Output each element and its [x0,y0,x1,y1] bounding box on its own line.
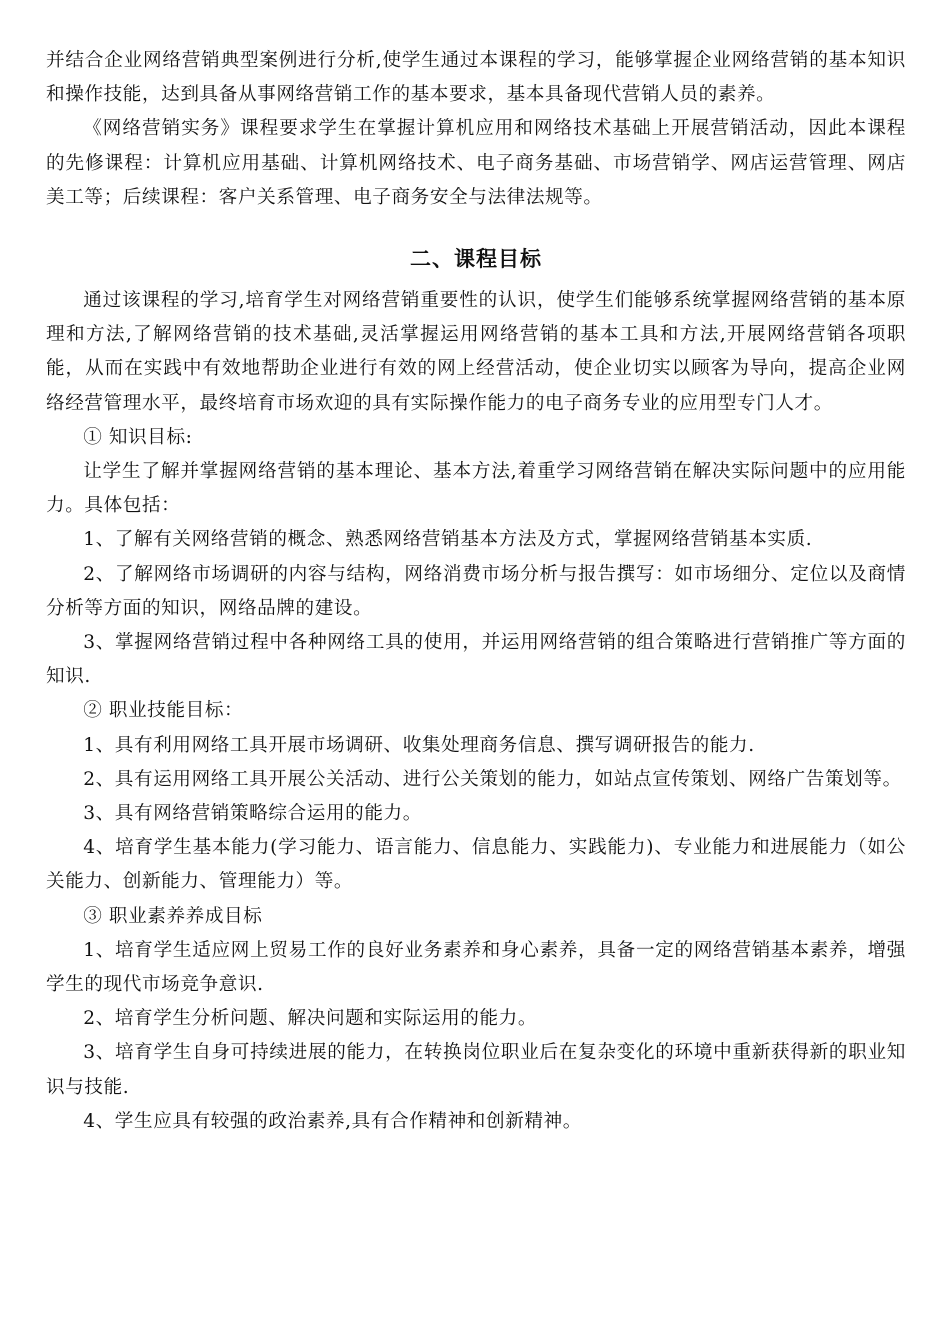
quality-objectives-heading: ③ 职业素养养成目标 [83,905,263,927]
knowledge-objectives-heading: ① 知识目标: [83,426,193,448]
skills-objectives-heading: ② 职业技能目标： [83,700,244,722]
objectives-overview: 通过该课程的学习,培育学生对网络营销重要性的认识，使学生们能够系统掌握网络营销的基本原理和方法,了解网络营销的技术基础,灵活掌握运用网络营销的基本工具和方法,开展网络营销各项职能，从而在实践中有效地帮助企业进行有效的网上经营活动，使企业切实以顾客为导向，提高企业网络经营管理水平，最终培育市场欢迎的具有实际操作能力的电子商务专业的应用型专门人才。 [46,290,906,414]
skills-item-2: 2、具有运用网络工具开展公关活动、进行公关策划的能力，如站点宣传策划、网络广告策划等。 [83,768,902,790]
skills-item-4: 4、培育学生基本能力(学习能力、语言能力、信息能力、实践能力)、专业能力和进展能力（如公关能力、创新能力、管理能力）等。 [46,837,906,893]
intro-paragraph-1: 并结合企业网络营销典型案例进行分析,使学生通过本课程的学习，能够掌握企业网络营销的基本知识和操作技能，达到具备从事网络营销工作的基本要求，基本具备现代营销人员的素养。 [46,50,906,106]
section-heading-course-objectives: 二、课程目标 [410,247,542,272]
knowledge-objectives-intro: 让学生了解并掌握网络营销的基本理论、基本方法,着重学习网络营销在解决实际问题中的应用能力。具体包括： [46,461,906,517]
intro-paragraph-2: 《网络营销实务》课程要求学生在掌握计算机应用和网络技术基础上开展营销活动，因此本课程的先修课程：计算机应用基础、计算机网络技术、电子商务基础、市场营销学、网店运营管理、网店美工等；后续课程：客户关系管理、电子商务安全与法律法规等。 [46,118,906,208]
knowledge-item-2: 2、了解网络市场调研的内容与结构，网络消费市场分析与报告撰写：如市场细分、定位以及商情分析等方面的知识，网络品牌的建设。 [46,563,906,619]
skills-item-3: 3、具有网络营销策略综合运用的能力。 [83,803,422,825]
skills-item-1: 1、具有利用网络工具开展市场调研、收集处理商务信息、撰写调研报告的能力. [83,734,755,756]
quality-item-3: 3、培育学生自身可持续进展的能力，在转换岗位职业后在复杂变化的环境中重新获得新的职业知识与技能. [46,1042,906,1098]
document-page [46,44,906,1139]
knowledge-item-1: 1、了解有关网络营销的概念、熟悉网络营销基本方法及方式，掌握网络营销基本实质. [83,529,813,551]
quality-item-2: 2、培育学生分析问题、解决问题和实际运用的能力。 [83,1008,538,1030]
quality-item-1: 1、培育学生适应网上贸易工作的良好业务素养和身心素养，具备一定的网络营销基本素养，增强学生的现代市场竞争意识. [46,939,906,996]
knowledge-item-3: 3、掌握网络营销过程中各种网络工具的使用，并运用网络营销的组合策略进行营销推广等方面的知识. [46,632,906,688]
quality-item-4: 4、学生应具有较强的政治素养,具有合作精神和创新精神。 [83,1110,582,1132]
